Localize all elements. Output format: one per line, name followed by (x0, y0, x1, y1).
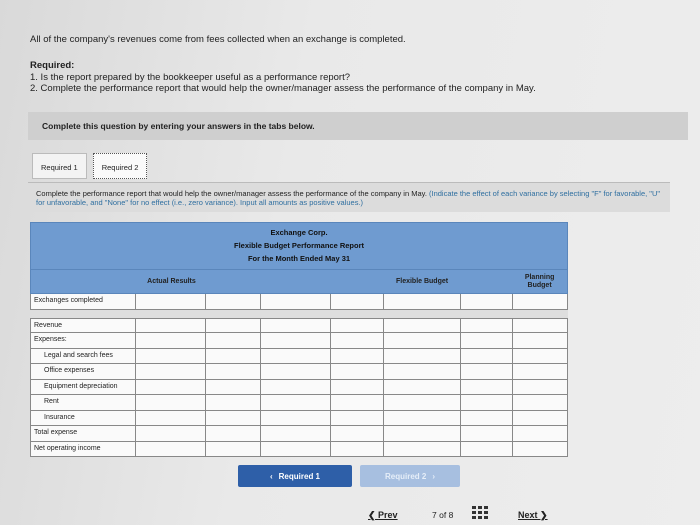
input-cell[interactable] (331, 318, 384, 334)
input-cell[interactable] (461, 380, 513, 396)
input-cell[interactable] (513, 333, 568, 349)
input-cell[interactable] (384, 395, 461, 411)
tab-required-2[interactable]: Required 2 (93, 153, 148, 179)
input-cell[interactable] (331, 349, 384, 365)
input-cell[interactable] (261, 395, 331, 411)
input-cell[interactable] (513, 364, 568, 380)
chevron-right-icon: ❯ (537, 510, 548, 520)
report-header (30, 222, 568, 270)
input-cell[interactable] (384, 364, 461, 380)
prev-tab-label: Required 1 (278, 471, 320, 481)
grid-icon[interactable] (472, 506, 488, 520)
input-cell[interactable] (136, 411, 206, 427)
input-cell[interactable] (384, 426, 461, 442)
required-title: Required: (30, 60, 75, 71)
input-cell[interactable] (136, 349, 206, 365)
input-cell[interactable] (136, 294, 206, 310)
required-item-2: 2. Complete the performance report that would help the owner/manager assess the performance of the company in May. (30, 83, 536, 94)
input-cell[interactable] (513, 426, 568, 442)
input-cell[interactable] (331, 333, 384, 349)
input-cell[interactable] (331, 411, 384, 427)
intro-text: All of the company's revenues come from fees collected when an exchange is completed. (30, 34, 406, 45)
input-cell[interactable] (261, 411, 331, 427)
input-cell[interactable] (261, 364, 331, 380)
chevron-right-icon: › (432, 471, 435, 481)
row-label-total-expense: Total expense (30, 426, 136, 442)
prev-page-link[interactable] (368, 510, 398, 521)
input-cell[interactable] (206, 333, 261, 349)
input-cell[interactable] (384, 294, 461, 310)
input-cell[interactable] (261, 442, 331, 458)
input-cell[interactable] (261, 349, 331, 365)
report-title: Flexible Budget Performance Report (233, 241, 365, 250)
input-cell[interactable] (206, 380, 261, 396)
required-list (30, 72, 536, 94)
input-cell[interactable] (331, 442, 384, 458)
input-cell[interactable] (384, 442, 461, 458)
table-row (30, 395, 568, 411)
input-cell[interactable] (513, 294, 568, 310)
input-cell[interactable] (136, 380, 206, 396)
input-cell[interactable] (513, 395, 568, 411)
input-cell[interactable] (261, 318, 331, 334)
input-cell[interactable] (261, 294, 331, 310)
col-flexible-budget: Flexible Budget (395, 277, 449, 285)
input-cell[interactable] (461, 411, 513, 427)
input-cell[interactable] (461, 442, 513, 458)
input-cell[interactable] (461, 318, 513, 334)
input-cell[interactable] (331, 294, 384, 310)
table-row (30, 380, 568, 396)
input-cell[interactable] (261, 380, 331, 396)
input-cell[interactable] (331, 395, 384, 411)
input-cell[interactable] (136, 426, 206, 442)
prev-tab-button[interactable] (238, 465, 352, 487)
table-row (30, 411, 568, 427)
input-cell[interactable] (513, 442, 568, 458)
input-cell[interactable] (513, 349, 568, 365)
instruction-banner: Complete this question by entering your answers in the tabs below. (28, 112, 688, 140)
row-label-depreciation: Equipment depreciation (30, 380, 136, 396)
report-company: Exchange Corp. (270, 228, 328, 237)
input-cell[interactable] (206, 318, 261, 334)
page-indicator (432, 510, 453, 520)
input-cell[interactable] (513, 380, 568, 396)
table-row (30, 442, 568, 458)
row-label-revenue: Revenue (30, 318, 136, 334)
row-label-net-operating-income: Net operating income (30, 442, 136, 458)
table-row (30, 318, 568, 334)
page-current: 7 (432, 510, 437, 520)
input-cell[interactable] (136, 333, 206, 349)
input-cell[interactable] (384, 333, 461, 349)
instructions-hint: (Indicate the effect of each variance by selecting "F" for favorable, "U" for unfavorable, and "None" for no effect (i.e., zero variance). Input all amounts as positive values.) (36, 189, 661, 207)
input-cell[interactable] (331, 364, 384, 380)
input-cell[interactable] (384, 349, 461, 365)
input-cell[interactable] (206, 426, 261, 442)
instructions-main: Complete the performance report that would help the owner/manager assess the performance of the company in May. (36, 189, 427, 198)
input-cell[interactable] (513, 318, 568, 334)
input-cell[interactable] (206, 294, 261, 310)
input-cell[interactable] (206, 364, 261, 380)
row-gap (30, 310, 568, 318)
table-row (30, 294, 568, 310)
input-cell[interactable] (384, 318, 461, 334)
input-cell[interactable] (384, 380, 461, 396)
required-item-1: 1. Is the report prepared by the bookkeeper useful as a performance report? (30, 72, 351, 83)
col-planning-budget: Planning Budget (524, 273, 555, 289)
table-row (30, 349, 568, 365)
next-tab-button[interactable] (360, 465, 460, 487)
input-cell[interactable] (261, 333, 331, 349)
row-label-insurance: Insurance (30, 411, 136, 427)
input-cell[interactable] (206, 411, 261, 427)
table-row (30, 364, 568, 380)
input-cell[interactable] (384, 411, 461, 427)
input-cell[interactable] (136, 442, 206, 458)
input-cell[interactable] (331, 426, 384, 442)
input-cell[interactable] (136, 318, 206, 334)
input-cell[interactable] (331, 380, 384, 396)
row-label-rent: Rent (30, 395, 136, 411)
row-label-legal: Legal and search fees (30, 349, 136, 365)
input-cell[interactable] (261, 426, 331, 442)
input-cell[interactable] (461, 364, 513, 380)
col-actual-results: Actual Results (147, 277, 196, 285)
page-of: of (439, 510, 447, 520)
next-label: Next (518, 510, 538, 520)
input-cell[interactable] (206, 395, 261, 411)
input-cell[interactable] (461, 426, 513, 442)
chevron-left-icon: ‹ (269, 471, 273, 481)
input-cell[interactable] (461, 395, 513, 411)
page-total: 8 (448, 510, 454, 520)
instructions-panel (28, 182, 670, 212)
input-cell[interactable] (513, 411, 568, 427)
tab-required-1[interactable]: Required 1 (32, 153, 87, 179)
row-label-expenses: Expenses: (30, 333, 136, 349)
input-cell[interactable] (461, 349, 513, 365)
next-page-link[interactable] (518, 510, 548, 521)
input-cell[interactable] (206, 442, 261, 458)
tab-bar (32, 153, 153, 179)
report-period: For the Month Ended May 31 (247, 254, 351, 263)
column-headers (30, 270, 568, 294)
chevron-left-icon: ❮ (368, 510, 379, 520)
row-label-exchanges: Exchanges completed (30, 294, 136, 310)
table-row (30, 333, 568, 349)
input-cell[interactable] (461, 333, 513, 349)
prev-label: Prev (378, 510, 398, 520)
row-label-office: Office expenses (30, 364, 136, 380)
performance-report (30, 222, 568, 457)
input-cell[interactable] (136, 395, 206, 411)
input-cell[interactable] (461, 294, 513, 310)
table-row (30, 426, 568, 442)
next-tab-label: Required 2 (384, 471, 427, 481)
input-cell[interactable] (206, 349, 261, 365)
input-cell[interactable] (136, 364, 206, 380)
